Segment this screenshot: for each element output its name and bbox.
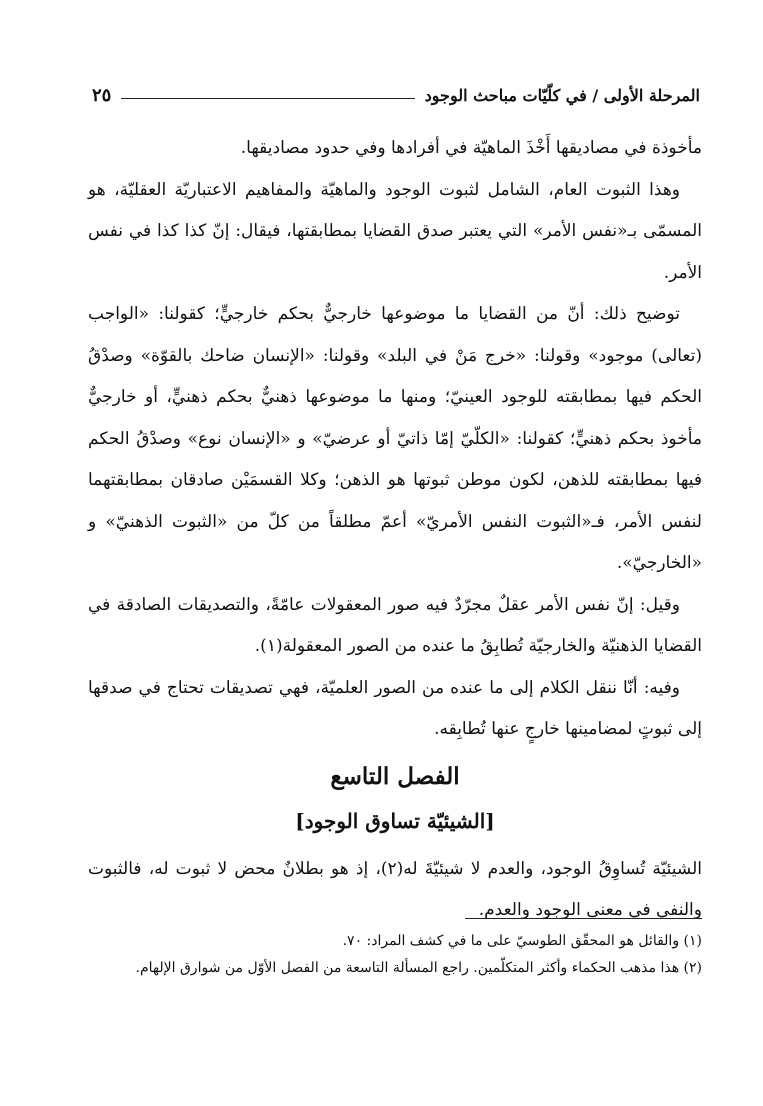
header-rule — [121, 98, 414, 99]
page-number: ٢٥ — [92, 84, 112, 106]
paragraph: مأخوذة في مصاديقها أَخْذَ الماهيّة في أفرادها وفي حدود مصاديقها. — [240, 138, 702, 158]
paragraph: وقيل: إنّ نفس الأمر عقلٌ مجرّدٌ فيه صور المعقولات عامّةً، والتصديقات الصادقة في القضايا الذهنيّة والخارجيّة تُطابِقُ ما عنده من الصور المعقولة(١). — [88, 594, 702, 656]
footnote: (٢) هذا مذهب الحكماء وأكثر المتكلّمين. راجع المسألة التاسعة من الفصل الأوّل من شوارق الإلهام. — [135, 960, 702, 976]
section-heading: الفصل التاسع — [330, 762, 460, 790]
main-text — [88, 128, 702, 932]
header-title: المرحلة الأولى / في كلّيّات مباحث الوجود — [424, 85, 700, 105]
paragraph: وفيه: أنّا ننقل الكلام إلى ما عنده من الصور العلميّة، فهي تصديقات تحتاج في صدقها إلى ثبوتٍ لمضامينها خارجٍ عنها تُطابِقه. — [88, 677, 702, 739]
footnote-separator — [465, 918, 702, 919]
section-paragraph: الشيئيّة تُساوِقُ الوجود، والعدم لا شيئيّةَ له(٢)، إذ هو بطلانٌ محض لا ثبوت له، فالثبوت والنفي في معنى الوجود والعدم. — [88, 858, 702, 920]
section-subheading: [الشيئيّة تساوق الوجود] — [295, 808, 495, 833]
footnotes — [88, 928, 702, 982]
running-header — [92, 80, 700, 110]
footnote: (١) والقائل هو المحقّق الطوسيّ على ما في كشف المراد: ٧٠. — [342, 933, 702, 949]
paragraph: توضيح ذلك: أنّ من القضايا ما موضوعها خارجيٌّ بحكم خارجيٍّ؛ كقولنا: «الواجب (تعالى) موجود» وقولنا: «خرج مَنْ في البلد» وقولنا: «الإنسان ضاحك بالقوّة» وصدْقُ الحكم فيها بمطابقته للوجود العينيّ؛ ومنها ما موضوعها ذهنيٌّ بحكم ذهنيٍّ، أو خارجيٌّ مأخوذ بحكم ذهنيٍّ؛ كقولنا: «الكلّيّ إمّا ذاتيّ أو عرضيّ» و «الإنسان نوع» وصدْقُ الحكم فيها بمطابقته للذهن، لكون موطن ثبوتها هو الذهن؛ وكلا القسمَيْن صادقان بمطابقتهما لنفس الأمر، فـ«الثبوت النفس الأمريّ» أعمّ مطلقاً من كلّ من «الثبوت الذهنيّ» و «الخارجيّ». — [88, 304, 702, 573]
paragraph: وهذا الثبوت العام، الشامل لثبوت الوجود والماهيّة والمفاهيم الاعتباريّة العقليّة، هو المسمّى بـ«نفس الأمر» التي يعتبر صدق القضايا بمطابقتها، فيقال: إنّ كذا كذا في نفس الأمر. — [88, 179, 702, 283]
